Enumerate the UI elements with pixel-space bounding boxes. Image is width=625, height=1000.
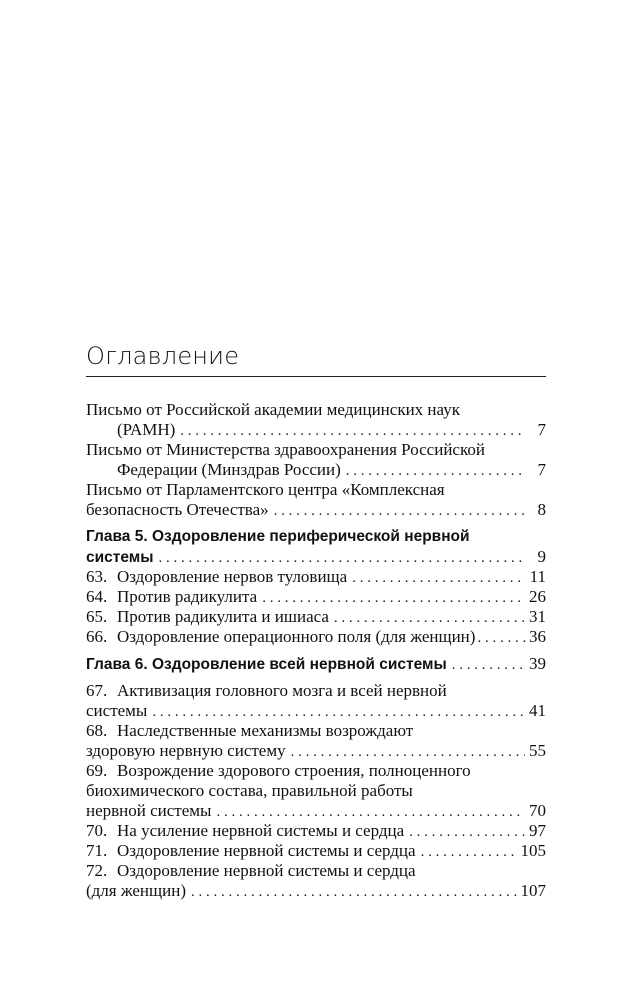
dot-leader — [262, 588, 525, 608]
page-number: 11 — [529, 567, 546, 586]
page-number: 7 — [537, 420, 546, 439]
toc-entry-67[interactable] — [86, 681, 546, 721]
entry-text-line: Против радикулита — [117, 587, 258, 606]
entry-text-line: Письмо от Парламентского центра «Комплексная — [86, 480, 445, 499]
entry-text-line: Возрождение здорового строения, полноценного — [117, 761, 471, 780]
entry-text-line: здоровую нервную систему — [86, 741, 286, 760]
title-rule — [86, 376, 546, 377]
entry-number: 63. — [86, 567, 108, 586]
toc-entry-letter-parliament[interactable] — [86, 480, 546, 520]
toc-entry-letter-ramn[interactable] — [86, 400, 546, 440]
page-number: 107 — [520, 881, 546, 900]
entry-text-line: Активизация головного мозга и всей нервной — [117, 681, 447, 700]
dot-leader — [421, 842, 517, 862]
entry-number: 70. — [86, 821, 108, 840]
entry-number: 66. — [86, 627, 108, 646]
dot-leader — [291, 742, 525, 762]
entry-number: 71. — [86, 841, 108, 860]
entry-text-line: Наследственные механизмы возрождают — [117, 721, 414, 740]
chapter-title-line: Глава 5. Оздоровление периферической нервной — [86, 528, 470, 545]
page-number: 41 — [529, 701, 546, 720]
dot-leader — [216, 802, 525, 822]
entry-text-line: нервной системы — [86, 801, 212, 820]
page-number: 36 — [529, 627, 546, 646]
entry-number: 68. — [86, 721, 108, 740]
page-number: 97 — [529, 821, 546, 840]
dot-leader — [334, 608, 525, 628]
dot-leader — [452, 655, 525, 675]
chapter-title-line: Глава 6. Оздоровление всей нервной системы — [86, 656, 447, 673]
entry-text-line: Оздоровление операционного поля (для женщин) — [117, 627, 476, 646]
toc-entry-68[interactable] — [86, 721, 546, 761]
dot-leader — [477, 628, 527, 648]
page-title: Оглавление — [86, 342, 240, 370]
page-number: 31 — [529, 607, 546, 626]
toc-entry-chapter-6[interactable] — [86, 654, 546, 674]
toc-entry-66[interactable] — [86, 627, 546, 647]
dot-leader — [191, 882, 517, 902]
chapter-title-line: системы — [86, 549, 154, 566]
page-number: 9 — [537, 547, 546, 566]
toc-entry-letter-minzdrav[interactable] — [86, 440, 546, 480]
entry-text-line: Оздоровление нервов туловища — [117, 567, 348, 586]
page-number: 26 — [529, 587, 546, 606]
entry-number: 69. — [86, 761, 108, 780]
page-number: 55 — [529, 741, 546, 760]
entry-text-line: Оздоровление нервной системы и сердца — [117, 841, 416, 860]
toc-entry-64[interactable] — [86, 587, 546, 607]
toc-entry-63[interactable] — [86, 567, 546, 587]
entry-text-line: Письмо от Министерства здравоохранения Российской — [86, 440, 485, 459]
entry-text-line: Письмо от Российской академии медицинских наук — [86, 400, 460, 419]
entry-text-line: Оздоровление нервной системы и сердца — [117, 861, 416, 880]
page-number: 39 — [529, 654, 546, 673]
dot-leader — [346, 461, 526, 481]
table-of-contents — [86, 400, 546, 901]
dot-leader — [352, 568, 525, 588]
toc-entry-chapter-5[interactable] — [86, 527, 546, 567]
entry-text-line: (РАМН) — [117, 420, 176, 439]
page-number: 105 — [520, 841, 546, 860]
dot-leader — [152, 702, 525, 722]
toc-entry-72[interactable] — [86, 861, 546, 901]
entry-text-line: Против радикулита и ишиаса — [117, 607, 329, 626]
page-number: 7 — [537, 460, 546, 479]
entry-number: 64. — [86, 587, 108, 606]
toc-entry-70[interactable] — [86, 821, 546, 841]
entry-text-line: безопасность Отечества» — [86, 500, 269, 519]
entry-text-line: Федерации (Минздрав России) — [117, 460, 341, 479]
page-number: 70 — [529, 801, 546, 820]
entry-number: 65. — [86, 607, 108, 626]
entry-number: 67. — [86, 681, 108, 700]
entry-text-line: (для женщин) — [86, 881, 186, 900]
toc-entry-69[interactable] — [86, 761, 546, 821]
entry-number: 72. — [86, 861, 108, 880]
toc-entry-71[interactable] — [86, 841, 546, 861]
dot-leader — [274, 501, 526, 521]
dot-leader — [158, 548, 526, 568]
entry-text-line: системы — [86, 701, 148, 720]
dot-leader — [409, 822, 525, 842]
dot-leader — [180, 421, 526, 441]
entry-text-line: На усиление нервной системы и сердца — [117, 821, 405, 840]
entry-text-line: биохимического состава, правильной работы — [86, 781, 413, 800]
page-number: 8 — [537, 500, 546, 519]
toc-entry-65[interactable] — [86, 607, 546, 627]
